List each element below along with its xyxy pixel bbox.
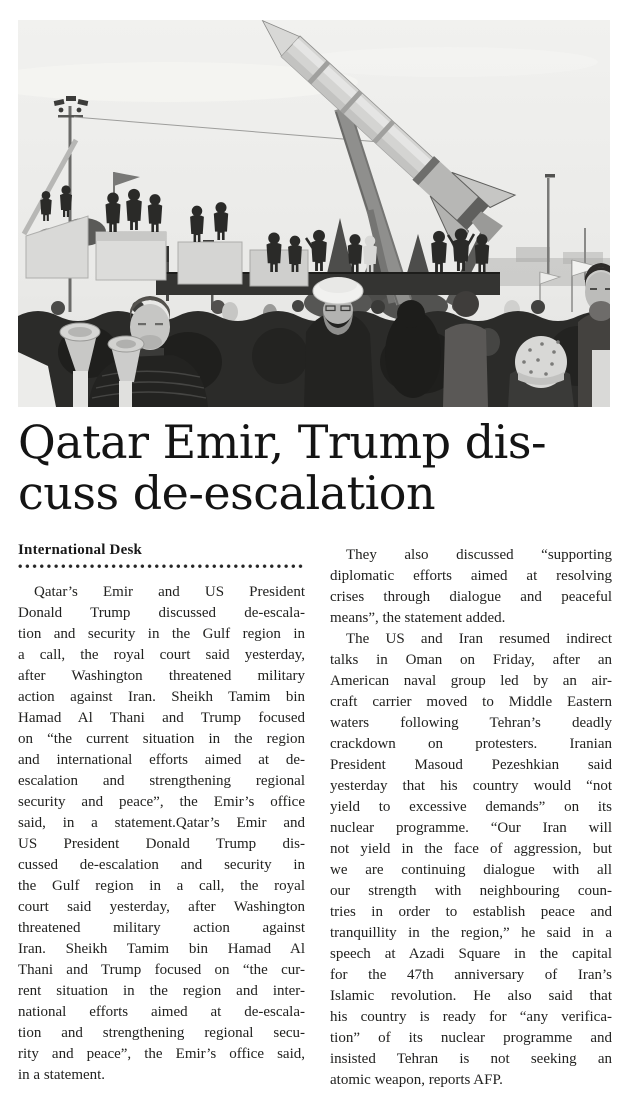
body-text-line: They also discussed “supporting (346, 547, 612, 563)
body-text-line: court said yesterday, after Washington (18, 899, 305, 915)
article-columns (18, 540, 612, 1091)
body-text-line: talks in Oman on Friday, after an (330, 652, 612, 668)
body-text-line: tion and security in the Gulf region in (18, 626, 305, 642)
body-text-right (330, 545, 612, 1091)
body-text-line: insisted Tehran is not seeking an (330, 1051, 612, 1067)
headline (18, 417, 612, 519)
body-text-line: Donald Trump discussed de-escala- (18, 605, 305, 621)
body-text-line: national efforts aimed at de-escala- (18, 1004, 305, 1020)
body-text-line: Hamad Al Thani and Trump focused (18, 710, 305, 726)
body-text-line: security and peace”, the Emir’s office (18, 794, 305, 810)
paragraph (330, 545, 612, 629)
body-text-line: US President Donald Trump dis- (18, 836, 305, 852)
body-text-line: Islamic revolution. He also said that (330, 988, 612, 1004)
paragraph (330, 629, 612, 1091)
headline-line-1: Qatar Emir, Trump dis- (18, 415, 547, 469)
body-text-line: action against Iran. Sheikh Tamim bin (18, 689, 305, 705)
body-text-line: tion and strengthening regional secu- (18, 1025, 305, 1041)
body-text-line: not yield in the face of aggression, but (330, 841, 612, 857)
byline-dotted-rule (18, 564, 305, 569)
body-text-line: a call, the royal court said yesterday, (18, 647, 305, 663)
body-text-line: we are continuing dialogue with all (330, 862, 612, 878)
byline: International Desk (18, 542, 143, 558)
body-text-line: yesterday that his country would “not (330, 778, 612, 794)
body-text-line: his country is ready for “any verifica- (330, 1009, 612, 1025)
body-text-left (18, 582, 305, 1086)
body-text-line: after Washington threatened military (18, 668, 305, 684)
body-text-line: tranquillity in the region,” he said in a (330, 925, 612, 941)
body-text-line: yield to excessive demands” on its (330, 799, 612, 815)
body-text-line: Qatar’s Emir and US President (34, 584, 305, 600)
headline-line-2: cuss de-escalation (18, 466, 436, 520)
body-text-line: diplomatic efforts aimed at resolving (330, 568, 612, 584)
body-text-line: atomic weapon, reports AFP. (330, 1072, 503, 1088)
paragraph (18, 582, 305, 1086)
column-right (330, 540, 612, 1091)
body-text-line: our strength with neighbouring coun- (330, 883, 612, 899)
body-text-line: on “the current situation in the region (18, 731, 305, 747)
body-text-line: Thani and Trump focused on “the cur- (18, 962, 305, 978)
body-text-line: The US and Iran resumed indirect (346, 631, 612, 647)
body-text-line: tries in order to establish peace and (330, 904, 612, 920)
body-text-line: cussed de-escalation and security in (18, 857, 305, 873)
article-photo (18, 20, 610, 407)
body-text-line: craft carrier moved to Middle Eastern (330, 694, 612, 710)
body-text-line: tion” of its nuclear programme and (330, 1030, 612, 1046)
body-text-line: rity and peace”, the Emir’s office said, (18, 1046, 305, 1062)
rally-photo-illustration (18, 20, 610, 407)
body-text-line: waters following Tehran’s deadly (330, 715, 612, 731)
body-text-line: escalation and strengthening regional (18, 773, 305, 789)
body-text-line: the Gulf region in a call, the royal (18, 878, 305, 894)
body-text-line: for the 47th anniversary of Iran’s (330, 967, 612, 983)
body-text-line: said, in a statement.Qatar’s Emir and (18, 815, 305, 831)
body-text-line: rent situation in the region and inter- (18, 983, 305, 999)
body-text-line: threatened military action against (18, 920, 305, 936)
body-text-line: Iran. Sheikh Tamim bin Hamad Al (18, 941, 305, 957)
body-text-line: crackdown on protesters. Iranian (330, 736, 612, 752)
body-text-line: speech at Azadi Square in the capital (330, 946, 612, 962)
column-left (18, 540, 305, 1091)
body-text-line: and international efforts aimed at de- (18, 752, 305, 768)
body-text-line: nuclear programme. “Our Iran will (330, 820, 612, 836)
body-text-line: in a statement. (18, 1067, 106, 1083)
body-text-line: American naval group led by an air- (330, 673, 612, 689)
body-text-line: means”, the statement added. (330, 610, 506, 626)
body-text-line: President Masoud Pezeshkian said (330, 757, 612, 773)
body-text-line: crises through dialogue and peaceful (330, 589, 612, 605)
